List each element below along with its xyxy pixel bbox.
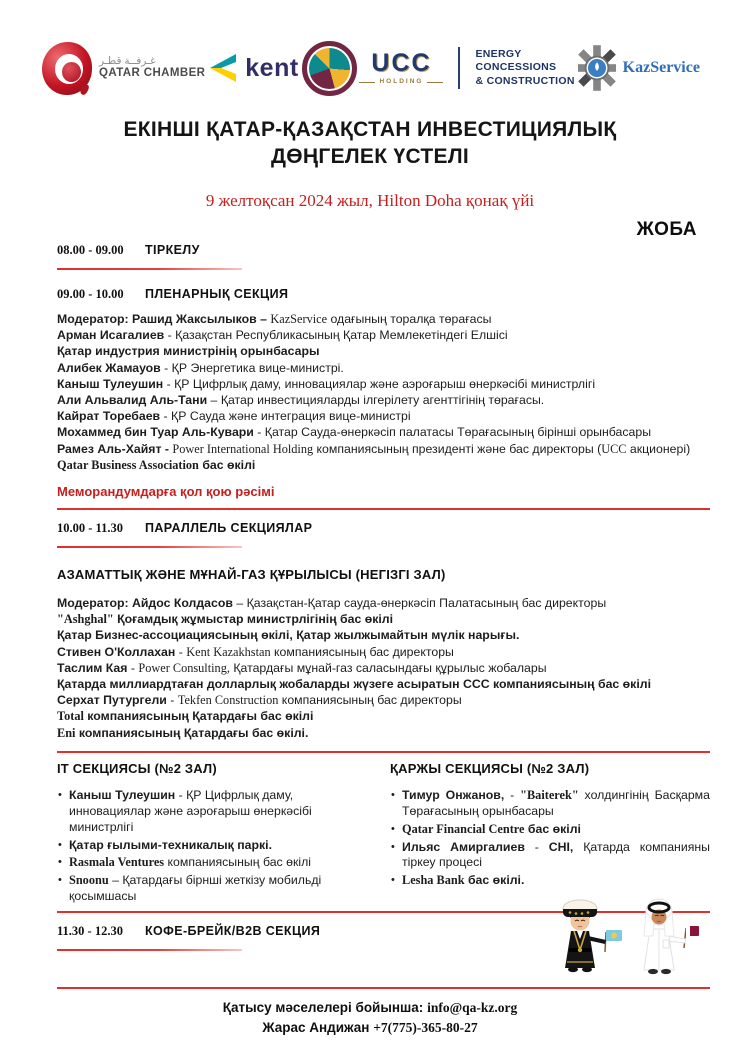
- finance-section: [390, 761, 710, 907]
- text-segment: Стивен О'Коллахан: [57, 644, 176, 659]
- finance-section-list: [390, 788, 710, 889]
- text-segment: акционері): [626, 441, 691, 456]
- speaker-line: [57, 311, 710, 327]
- text-segment: Каныш Тулеушин: [57, 376, 164, 391]
- parallel-title: ПАРАЛЛЕЛЬ СЕКЦИЯЛАР: [145, 521, 313, 536]
- text-segment: Eni: [57, 725, 76, 740]
- page-title-line1: ЕКІНШІ ҚАТАР-ҚАЗАҚСТАН ИНВЕСТИЦИЯЛЫҚ: [123, 118, 617, 141]
- qatar-chamber-logo: [42, 42, 205, 95]
- text-segment: "Ashghal": [57, 612, 114, 627]
- text-segment: - Қатар Сауда-өнеркәсіп палатасы Төрағасының бірінші орынбасары: [253, 425, 652, 440]
- text-segment: компаниясының бас директоры: [278, 693, 462, 708]
- it-section-heading: IT СЕКЦИЯСЫ (№2 ЗАЛ): [57, 760, 217, 776]
- text-segment: компаниясының Қатардағы бас өкілі.: [75, 725, 309, 740]
- text-segment: Tekfen Construction: [177, 693, 279, 708]
- kent-chevron-icon: [208, 52, 238, 84]
- text-segment: UCC: [601, 441, 627, 456]
- text-segment: KazService: [270, 312, 328, 326]
- text-segment: Ильяс Амиргалиев: [402, 839, 525, 854]
- text-segment: – Қазақстан-Қатар сауда-өнеркәсіп Палатасының бас директоры: [232, 596, 607, 611]
- registration-title: ТІРКЕЛУ: [145, 243, 200, 257]
- text-segment: -: [504, 787, 521, 802]
- bullet-line: [390, 840, 710, 872]
- memorandum-ceremony-note: Меморандумдарға қол қою рәсімі: [57, 484, 275, 500]
- round-emblem-icon: [302, 41, 357, 96]
- agenda-content: [0, 243, 740, 951]
- speaker-line: [57, 708, 710, 724]
- text-segment: Тимур Онжанов,: [402, 787, 505, 802]
- text-segment: info@qa-kz.org: [427, 1000, 518, 1015]
- kazservice-logo: [578, 45, 700, 91]
- text-segment: Жарас Андижан: [262, 1020, 374, 1035]
- speaker-line: [57, 660, 710, 676]
- text-segment: – Қатар инвестицияларды ілгерілету агенттігінің төрағасы.: [207, 393, 545, 408]
- text-segment: - Қазақстан Республикасының Қатар Мемлекетіндегі Елшісі: [164, 328, 508, 343]
- bullet-line: [57, 873, 362, 905]
- text-segment: Qatar Business Association: [57, 457, 199, 472]
- kazakh-character-illustration: [563, 900, 622, 972]
- bullet-line: [390, 822, 710, 838]
- text-segment: бас өкілі: [524, 821, 581, 836]
- speaker-line: [57, 611, 710, 627]
- it-section-list: [57, 788, 362, 905]
- text-segment: бас өкілі.: [464, 873, 525, 888]
- text-segment: Мохаммед бин Туар Аль-Кувари: [57, 425, 254, 440]
- text-segment: - ҚР Цифрлық даму, инновациялар және аэроғарыш өнеркәсібі министрлігі: [69, 787, 312, 834]
- footer-phone-line: [0, 1018, 740, 1038]
- parallel-sections-columns: [57, 761, 710, 907]
- text-segment: – Қатардағы бірнші жеткізу мобильді қосымшасы: [69, 873, 322, 904]
- text-segment: Kent Kazakhstan: [186, 644, 271, 659]
- agenda-row-registration: [57, 243, 710, 258]
- speaker-line: [57, 327, 710, 343]
- text-segment: Кайрат Торебаев: [57, 409, 161, 424]
- page-title-line2: ДӨҢГЕЛЕК ҮСТЕЛІ: [271, 145, 469, 168]
- bullet-line: [390, 873, 710, 889]
- text-segment: Қатарда миллиардтаған долларлық жобаларды жүзеге асыратын ССС компаниясының бас өкілі: [57, 677, 651, 692]
- parallel-time: 10.00 - 11.30: [57, 521, 123, 536]
- bullet-line: [57, 855, 362, 871]
- text-segment: Серхат Путургели: [57, 693, 167, 708]
- kazservice-gear-icon: [578, 45, 616, 91]
- text-segment: Қатысу мәселелері бойынша:: [222, 1000, 428, 1015]
- agenda-row-parallel: [57, 521, 710, 536]
- speaker-line: [57, 376, 710, 392]
- red-gradient-underline: [57, 546, 242, 548]
- ucc-acronym: UCC: [371, 48, 432, 77]
- mascot-characters-illustration: [550, 896, 700, 988]
- draft-watermark: ЖОБА: [636, 219, 697, 240]
- ucc-tagline: [475, 48, 574, 89]
- ucc-holding-label: HOLDING: [359, 79, 443, 86]
- qatar-chamber-wordmark: [99, 56, 205, 80]
- speaker-line: [57, 424, 710, 440]
- text-segment: Қатардағы мұнай-газ саласындағы құрылыс жобалары: [229, 660, 547, 675]
- coffee-title: КОФЕ-БРЕЙК/B2B СЕКЦИЯ: [145, 924, 321, 939]
- text-segment: Qatar Financial Centre: [402, 821, 525, 836]
- partner-logos-row: [42, 36, 700, 100]
- text-segment: Қатар ғылыми-техникалық паркі.: [69, 837, 272, 852]
- text-segment: Алибек Жамауов: [57, 360, 161, 375]
- qatar-chamber-spiral-icon: [42, 42, 92, 95]
- speaker-line: [57, 441, 710, 457]
- text-segment: -: [175, 644, 187, 659]
- text-segment: холдингінің Басқарма Төрағасының орынбасары: [402, 787, 710, 818]
- bullet-line: [57, 838, 362, 854]
- text-segment: -: [524, 839, 549, 854]
- text-segment: Модератор: Рашид Жаксылыков –: [57, 312, 267, 326]
- agenda-row-plenary: [57, 287, 710, 302]
- ucc-tagline-1: ENERGY: [475, 47, 522, 60]
- text-segment: Арман Исагалиев: [57, 328, 165, 343]
- qatari-character-illustration: [644, 899, 699, 974]
- text-segment: Рамез Аль-Хайят -: [57, 441, 169, 456]
- speaker-line: [57, 644, 710, 660]
- text-segment: Каныш Тулеушин: [69, 787, 176, 802]
- speaker-line: [57, 457, 710, 473]
- text-segment: Power International Holding: [172, 441, 314, 456]
- speaker-line: [57, 343, 710, 359]
- red-gradient-underline: [57, 949, 242, 951]
- text-segment: -: [166, 693, 178, 708]
- text-segment: одағының торалқа төрағасы: [327, 312, 492, 326]
- text-segment: CHI,: [548, 839, 574, 854]
- text-segment: Power Consulting,: [138, 660, 230, 675]
- red-divider-2: [57, 751, 710, 753]
- ucc-tagline-2: CONCESSIONS: [475, 61, 557, 74]
- footer-contacts: [0, 998, 740, 1038]
- text-segment: Али Альвалид Аль-Тани: [57, 393, 208, 408]
- speaker-line: [57, 360, 710, 376]
- text-segment: +7(775)-365-80-27: [373, 1020, 478, 1035]
- it-section: [57, 761, 362, 907]
- text-segment: компаниясының бас директоры: [270, 644, 454, 659]
- kent-logo: [208, 52, 298, 84]
- plenary-time: 09.00 - 10.00: [57, 287, 124, 301]
- text-segment: Қатар индустрия министрінің орынбасары: [57, 344, 320, 359]
- qatar-chamber-arabic: غـرفــة قطـر: [99, 54, 156, 67]
- bullet-line: [57, 788, 362, 836]
- finance-section-heading: ҚАРЖЫ СЕКЦИЯСЫ (№2 ЗАЛ): [390, 760, 590, 776]
- coffee-time: 11.30 - 12.30: [57, 924, 123, 939]
- speaker-line: [57, 392, 710, 408]
- text-segment: компаниясының бас өкілі: [164, 855, 311, 870]
- main-hall-speaker-list: [57, 595, 710, 741]
- qatar-chamber-name: QATAR CHAMBER: [99, 67, 206, 80]
- speaker-line: [57, 692, 710, 708]
- text-segment: бас өкілі: [198, 457, 256, 472]
- anniversary-emblem-logo: [302, 41, 357, 96]
- ucc-wordmark-block: [359, 48, 443, 86]
- text-segment: Total: [57, 709, 84, 724]
- text-segment: Snoonu: [69, 873, 109, 888]
- event-date-venue: 9 желтоқсан 2024 жыл, Hilton Doha қонақ үйі: [205, 191, 535, 210]
- text-segment: компаниясының президенті және бас директоры (: [313, 441, 602, 456]
- speaker-line: [57, 595, 710, 611]
- speaker-line: [57, 725, 710, 741]
- plenary-title: ПЛЕНАРНЫҚ СЕКЦИЯ: [145, 287, 289, 301]
- speaker-line: [57, 408, 710, 424]
- text-segment: Lesha Bank: [402, 873, 465, 888]
- text-segment: - ҚР Энергетика вице-министрі.: [160, 360, 344, 375]
- text-segment: Таслим Кая: [57, 660, 128, 675]
- page-title: [0, 116, 740, 170]
- text-segment: -: [127, 660, 139, 675]
- text-segment: "Baiterek": [520, 787, 579, 802]
- bullet-line: [390, 788, 710, 820]
- speaker-line: [57, 627, 710, 643]
- text-segment: Қатарда компанияны тіркеу процесі: [402, 839, 711, 870]
- ucc-tagline-3: & CONSTRUCTION: [475, 74, 575, 87]
- text-segment: Rasmala Ventures: [69, 855, 165, 870]
- text-segment: Қатар Бизнес-ассоциациясының өкілі, Қатар жылжымайтын мүлік нарығы.: [57, 628, 520, 643]
- text-segment: компаниясының Қатардағы бас өкілі: [83, 709, 314, 724]
- text-segment: Модератор: Айдос Колдасов: [57, 596, 233, 611]
- ucc-divider: [458, 47, 460, 89]
- footer-contact-line: [0, 998, 740, 1018]
- red-gradient-underline: [57, 268, 242, 270]
- red-divider-1: [57, 508, 710, 510]
- main-hall-heading: АЗАМАТТЫҚ ЖӘНЕ МҰНАЙ-ГАЗ ҚҰРЫЛЫСЫ (НЕГІЗГІ ЗАЛ): [57, 567, 446, 583]
- spiral-core: [62, 62, 81, 82]
- red-divider-bottom: [57, 987, 710, 989]
- plenary-speaker-list: [57, 311, 710, 473]
- registration-time: 08.00 - 09.00: [57, 243, 124, 257]
- text-segment: - ҚР Цифрлық даму, инновациялар және аэроғарыш өнеркәсібі министрлігі: [163, 376, 596, 391]
- speaker-line: [57, 676, 710, 692]
- kazservice-wordmark: KazService: [622, 59, 700, 76]
- kent-wordmark: kent: [245, 53, 299, 82]
- text-segment: - ҚР Сауда және интеграция вице-министрі: [160, 409, 411, 424]
- ucc-holding-logo: [359, 47, 574, 89]
- text-segment: Қоғамдық жұмыстар министрлігінің бас өкілі: [113, 612, 394, 627]
